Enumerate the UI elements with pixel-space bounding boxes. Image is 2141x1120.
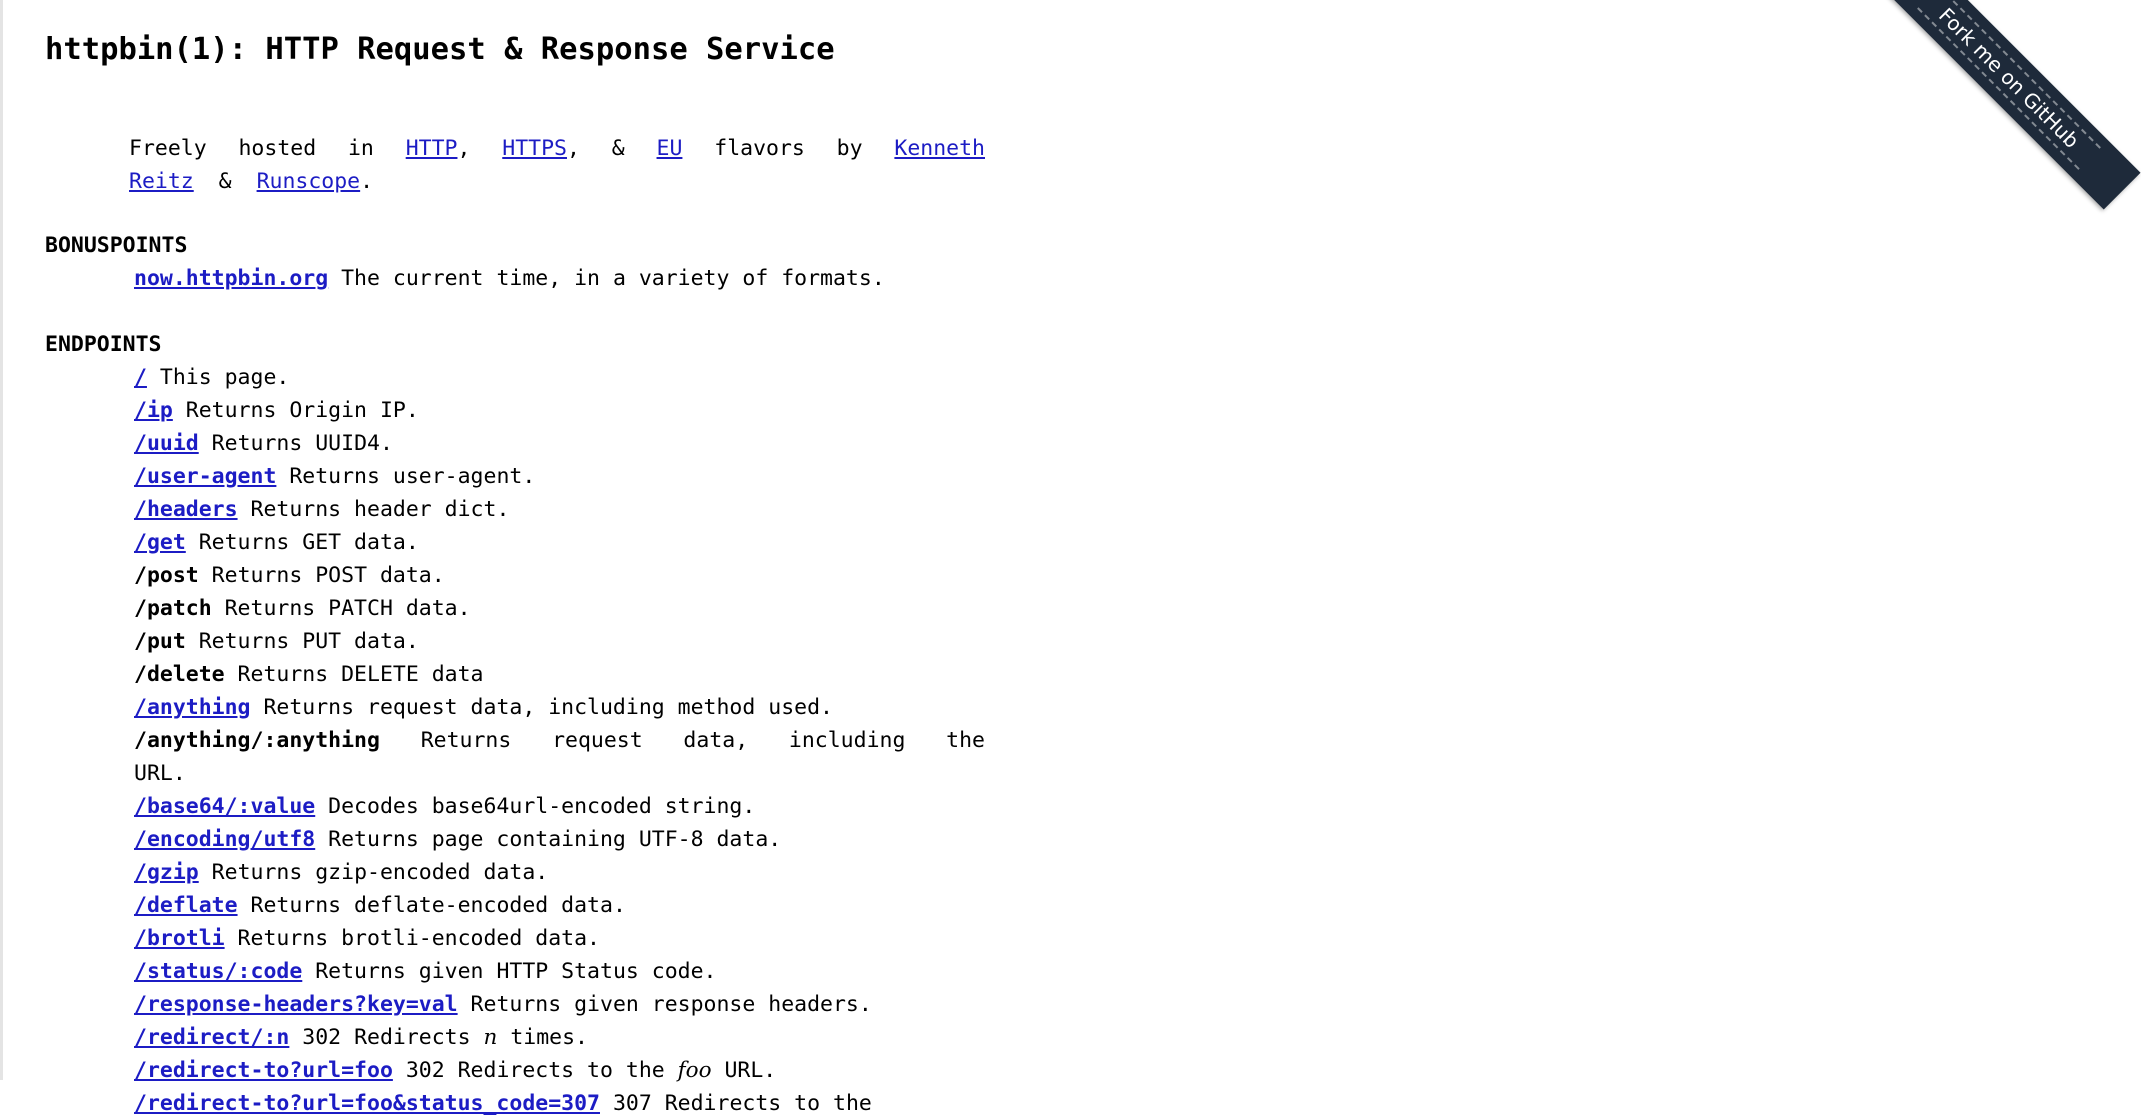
endpoint-description: Returns POST data. [198,563,445,588]
endpoint-description: Returns user-agent. [276,464,536,489]
bonus-desc: The current time, in a variety of formats. [328,266,885,291]
endpoint-row [134,1054,985,1087]
endpoint-desc-emphasis: n [483,1025,498,1050]
endpoint-path: /put [134,629,186,654]
endpoint-description [393,1058,776,1083]
endpoint-path[interactable]: /redirect-to?url=foo [134,1058,393,1083]
endpoint-row [134,724,985,790]
endpoint-description: Returns DELETE data [224,662,484,687]
endpoint-desc-post: URL. [711,1058,777,1083]
intro-prefix: Freely hosted in [129,136,406,161]
endpoint-desc-emphasis: foo [677,1058,712,1083]
endpoint-description: 307 Redirects to the [600,1091,872,1116]
endpoint-description: Returns request data, including the URL. [134,728,985,786]
endpoint-path: /delete [134,662,225,687]
intro-sep2: , & [566,136,657,161]
endpoint-description: Returns given HTTP Status code. [302,959,717,984]
endpoint-path[interactable]: /redirect-to?url=foo&status_code=307 [134,1091,600,1116]
endpoint-path: /anything/:anything [134,728,380,753]
page-title: httpbin(1): HTTP Request & Response Service [45,32,835,67]
endpoint-description: Returns given response headers. [457,992,872,1017]
endpoint-path[interactable]: /get [134,530,186,555]
endpoint-row [134,889,985,922]
endpoint-row [134,691,985,724]
endpoint-desc-pre: 302 Redirects to the [392,1058,678,1083]
window-left-edge [0,0,3,1080]
endpoint-description: Returns deflate-encoded data. [237,893,626,918]
endpoint-row [134,856,985,889]
endpoint-path[interactable]: /ip [134,398,173,423]
endpoint-path[interactable]: /status/:code [134,959,303,984]
endpoint-row [134,427,985,460]
endpoint-row [134,1021,985,1054]
endpoint-description: Returns Origin IP. [172,398,419,423]
endpoint-path[interactable]: /gzip [134,860,199,885]
link-https[interactable]: HTTPS [502,136,567,161]
endpoint-path[interactable]: /headers [134,497,238,522]
endpoint-path: /patch [134,596,212,621]
intro-mid: flavors by [682,136,895,161]
endpoint-row [134,559,985,592]
endpoint-row [134,460,985,493]
page-content [45,28,985,1120]
endpoint-path[interactable]: /response-headers?key=val [134,992,458,1017]
endpoint-row [134,823,985,856]
endpoints-list [134,361,985,1120]
intro-suffix: . [360,169,374,194]
link-now-httpbin[interactable]: now.httpbin.org [134,266,329,291]
endpoint-description: Returns UUID4. [198,431,393,456]
endpoint-row [134,955,985,988]
endpoint-row [134,493,985,526]
endpoint-row [134,361,985,394]
intro-sep1: , [457,136,503,161]
ribbon-label: Fork me on GitHub [1917,0,2101,170]
bonuspoints-heading: BONUSPOINTS [45,233,188,258]
link-kenneth-reitz[interactable]: Kenneth Reitz [129,136,985,194]
fork-me-on-github-ribbon[interactable] [1877,0,2140,210]
endpoint-description [289,1025,588,1050]
endpoints-heading: ENDPOINTS [45,332,162,357]
endpoint-row [134,790,985,823]
endpoint-path[interactable]: /uuid [134,431,199,456]
endpoint-path[interactable]: /deflate [134,893,238,918]
endpoint-desc-post: times. [497,1025,588,1050]
endpoint-row [134,592,985,625]
endpoint-description: Returns gzip-encoded data. [198,860,549,885]
endpoint-row [134,625,985,658]
endpoint-path[interactable]: /brotli [134,926,225,951]
bonus-item [134,262,985,295]
endpoint-description: Returns page containing UTF-8 data. [315,827,782,852]
endpoint-row [134,922,985,955]
endpoint-path[interactable]: /anything [134,695,251,720]
endpoint-row [134,1087,985,1120]
endpoint-description: Returns PUT data. [185,629,419,654]
endpoint-description: Returns GET data. [185,530,419,555]
endpoint-row [134,394,985,427]
endpoint-path[interactable]: /redirect/:n [134,1025,290,1050]
intro-paragraph [129,132,985,198]
link-eu[interactable]: EU [656,136,683,161]
endpoint-description: Returns header dict. [237,497,510,522]
intro-sep3: & [193,169,257,194]
endpoint-description: Returns request data, including method used. [250,695,833,720]
endpoint-description: Returns brotli-encoded data. [224,926,600,951]
endpoint-row [134,658,985,691]
endpoint-row [134,988,985,1021]
bonuspoints-list [134,262,985,295]
endpoint-path[interactable]: /user-agent [134,464,277,489]
link-http[interactable]: HTTP [405,136,458,161]
endpoint-description: This page. [146,365,290,390]
endpoint-description: Decodes base64url-encoded string. [315,794,756,819]
endpoint-path[interactable]: /encoding/utf8 [134,827,316,852]
endpoint-path[interactable]: / [134,365,147,390]
endpoint-desc-pre: 302 Redirects [289,1025,484,1050]
endpoint-path[interactable]: /base64/:value [134,794,316,819]
endpoint-row [134,526,985,559]
fork-ribbon-container [1887,0,2107,220]
link-runscope[interactable]: Runscope [256,169,361,194]
endpoint-path: /post [134,563,199,588]
endpoint-description: Returns PATCH data. [211,596,471,621]
